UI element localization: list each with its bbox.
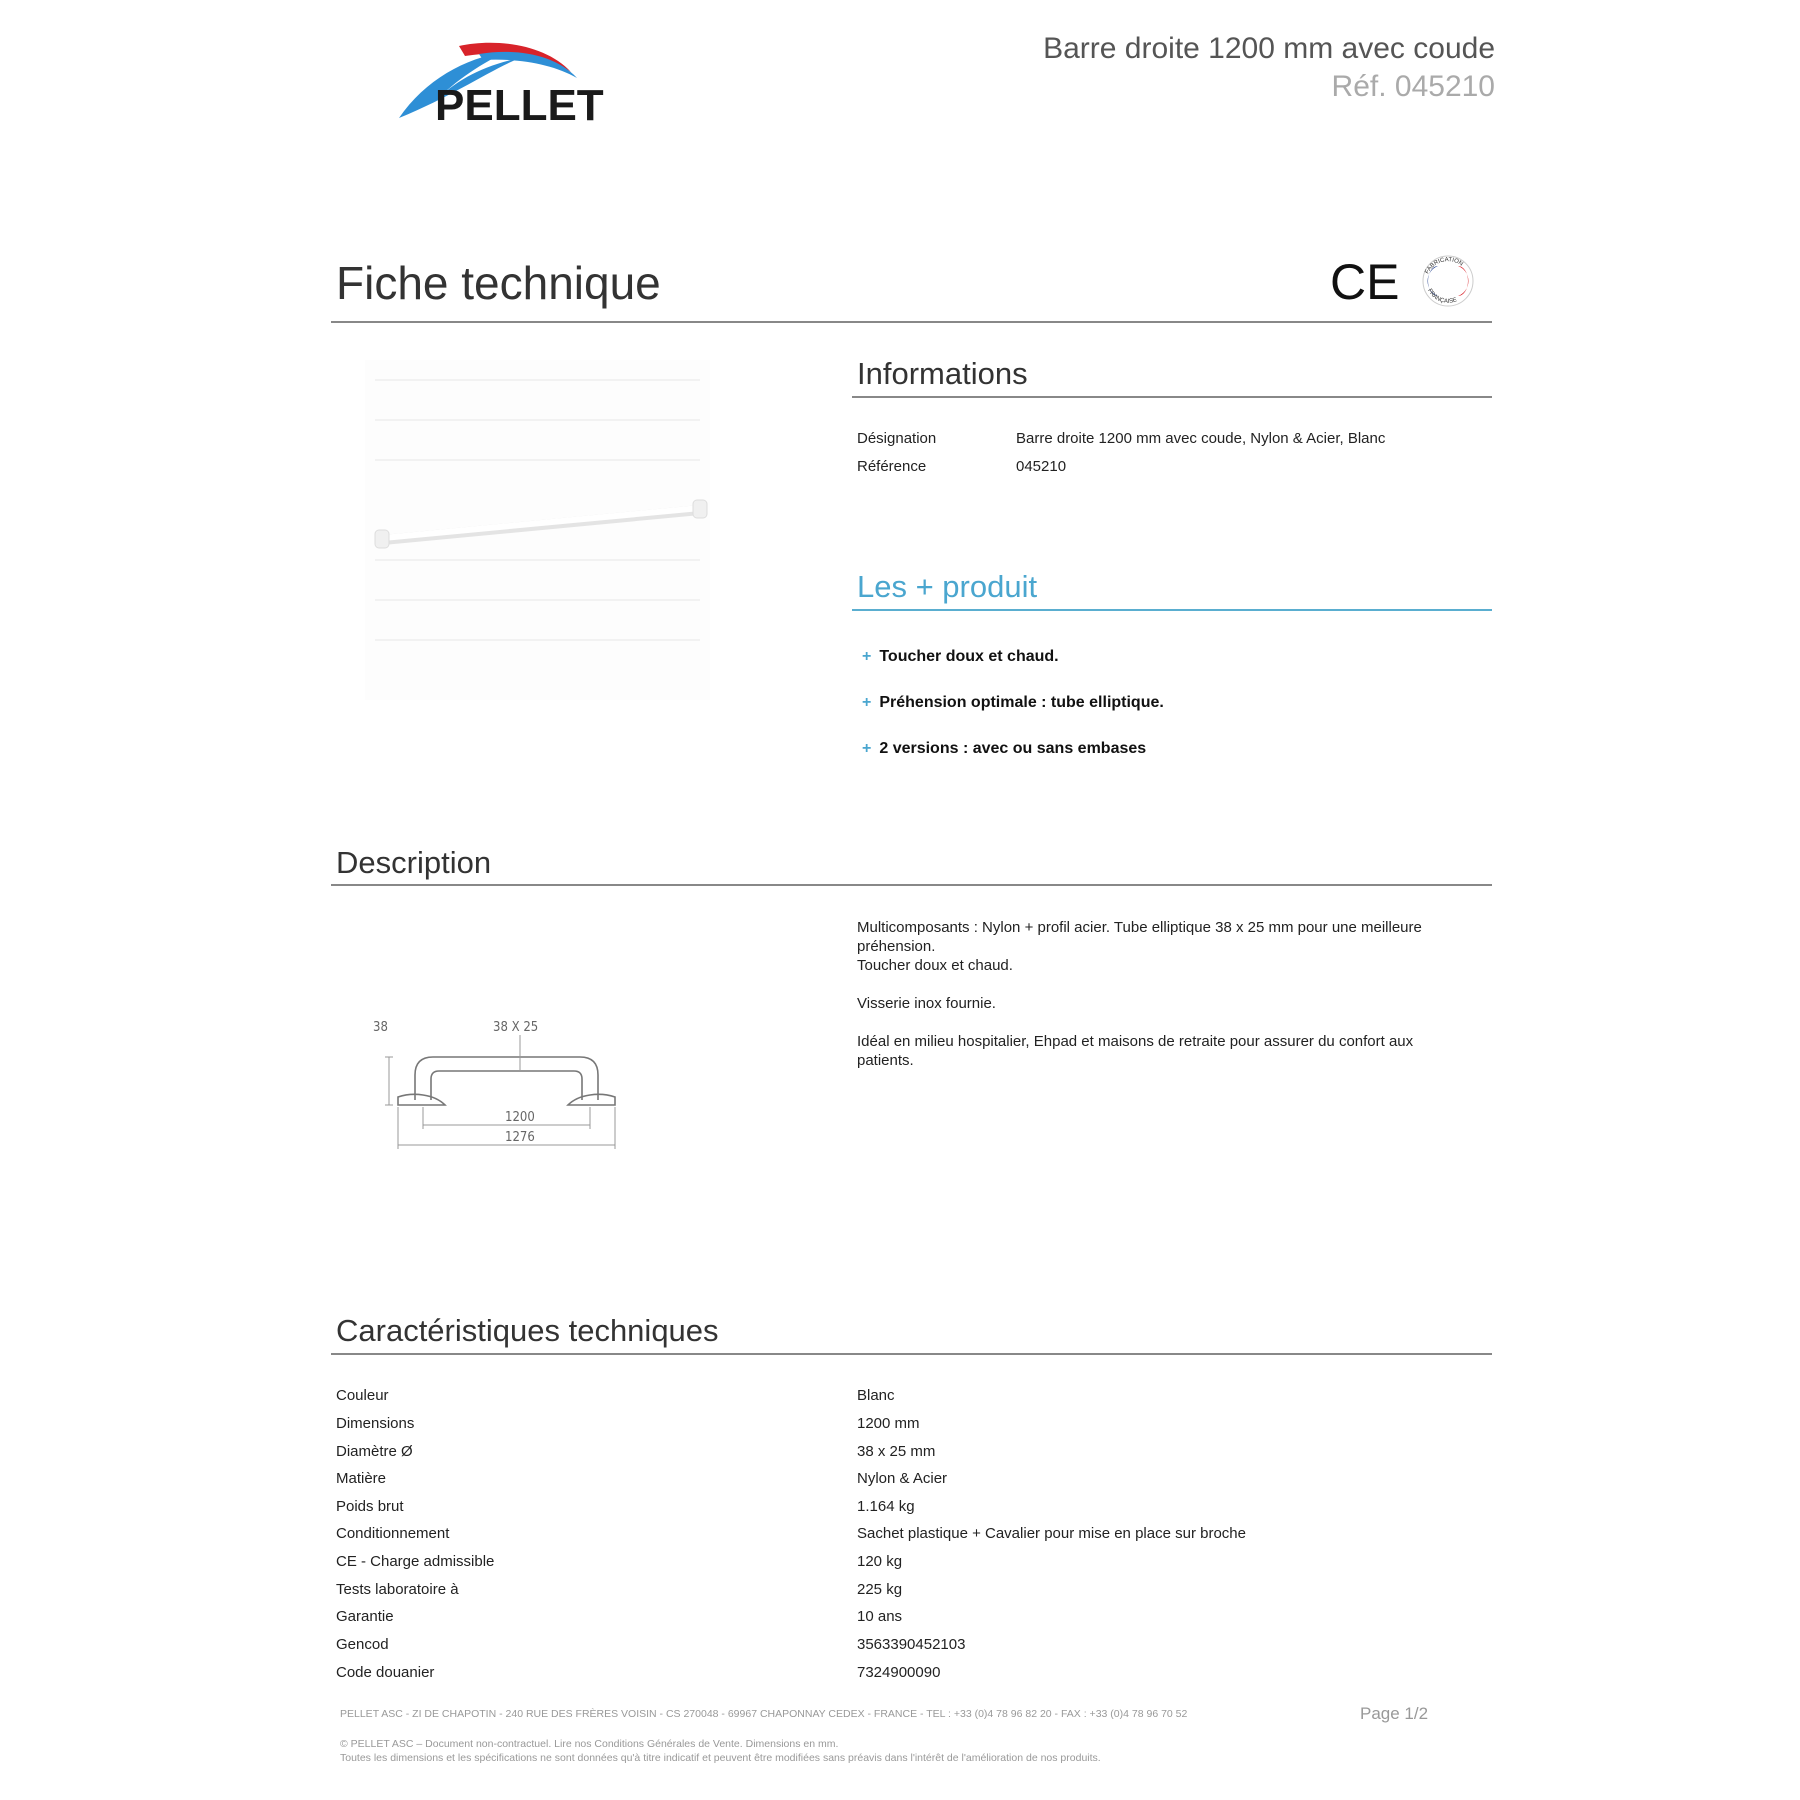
spec-label: Conditionnement bbox=[336, 1525, 450, 1542]
dim-section-label: 38 X 25 bbox=[493, 1020, 539, 1035]
spec-label: Diamètre Ø bbox=[336, 1443, 413, 1460]
spec-value: Nylon & Acier bbox=[857, 1470, 948, 1487]
dim-length-label: 1200 bbox=[505, 1110, 535, 1125]
certification-badges bbox=[1330, 254, 1490, 308]
spec-value: 10 ans bbox=[857, 1608, 903, 1625]
info-label-reference: Référence bbox=[857, 458, 927, 475]
spec-label: CE - Charge admissible bbox=[336, 1553, 495, 1570]
spec-value: 120 kg bbox=[857, 1553, 903, 1570]
brand-name: PELLET bbox=[435, 81, 604, 130]
french-origin-icon bbox=[1423, 256, 1473, 306]
title-divider bbox=[331, 321, 1492, 323]
footer-address: PELLET ASC - ZI DE CHAPOTIN - 240 RUE DES FRÈRES VOISIN - CS 270048 - 69967 CHAPONNAY CEDEX - FRANCE - TEL : +33 (0)4 78 96 82 20 - FAX : +33 (0)4 78 96 70 52 bbox=[340, 1708, 1188, 1720]
plus-icon: + bbox=[862, 740, 872, 757]
spec-value: 7324900090 bbox=[857, 1664, 941, 1681]
info-value-designation: Barre droite 1200 mm avec coude, Nylon & Acier, Blanc bbox=[1016, 430, 1386, 447]
dim-total-length-label: 1276 bbox=[505, 1130, 535, 1145]
plus-produit-divider bbox=[852, 609, 1492, 611]
spec-value: 1.164 kg bbox=[857, 1498, 915, 1515]
spec-label: Couleur bbox=[336, 1387, 389, 1404]
pellet-logo bbox=[395, 40, 635, 130]
page-title: Fiche technique bbox=[336, 257, 661, 309]
product-reference: Réf. 045210 bbox=[1331, 70, 1495, 103]
plus-produit-heading: Les + produit bbox=[857, 569, 1038, 604]
plus-item: + 2 versions : avec ou sans embases bbox=[862, 740, 1147, 757]
spec-label: Matière bbox=[336, 1470, 387, 1487]
svg-text:FRANÇAISE: FRANÇAISE bbox=[1426, 288, 1458, 305]
plus-icon: + bbox=[862, 694, 872, 711]
description-paragraph: Idéal en milieu hospitalier, Ehpad et maisons de retraite pour assurer du confort aux patients. bbox=[857, 1033, 1414, 1069]
description-paragraph: Toucher doux et chaud. bbox=[857, 957, 1013, 974]
page-number: Page 1/2 bbox=[1360, 1704, 1429, 1723]
informations-heading: Informations bbox=[857, 356, 1028, 391]
caracteristiques-heading: Caractéristiques techniques bbox=[336, 1313, 719, 1348]
plus-item: + Préhension optimale : tube elliptique. bbox=[862, 694, 1164, 711]
footer-legal-line: Toutes les dimensions et les spécifications ne sont données qu'à titre indicatif et peuvent être modifiées sans préavis dans l'intérêt de l'amélioration de nos produits. bbox=[340, 1752, 1101, 1764]
description-heading: Description bbox=[336, 845, 492, 880]
informations-divider bbox=[852, 396, 1492, 398]
plus-item: + Toucher doux et chaud. bbox=[862, 648, 1059, 665]
spec-label: Dimensions bbox=[336, 1415, 415, 1432]
description-divider bbox=[331, 884, 1492, 886]
spec-label: Code douanier bbox=[336, 1664, 435, 1681]
product-image bbox=[365, 360, 710, 700]
spec-value: 1200 mm bbox=[857, 1415, 920, 1432]
footer-legal bbox=[340, 1737, 1101, 1765]
product-title: Barre droite 1200 mm avec coude bbox=[1043, 32, 1495, 65]
footer-legal-line: © PELLET ASC – Document non-contractuel. Lire nos Conditions Générales de Vente. Dimensions en mm. bbox=[340, 1738, 839, 1750]
spec-label: Gencod bbox=[336, 1636, 389, 1653]
description-paragraph: Multicomposants : Nylon + profil acier. Tube elliptique 38 x 25 mm pour une meilleure préhension. bbox=[857, 919, 1422, 955]
spec-value: Blanc bbox=[857, 1387, 895, 1404]
spec-label: Tests laboratoire à bbox=[336, 1581, 459, 1598]
info-label-designation: Désignation bbox=[857, 430, 937, 447]
spec-label: Poids brut bbox=[336, 1498, 404, 1515]
info-value-reference: 045210 bbox=[1016, 458, 1067, 475]
description-text bbox=[857, 918, 1457, 1089]
spec-value: 38 x 25 mm bbox=[857, 1443, 936, 1460]
spec-value: 225 kg bbox=[857, 1581, 903, 1598]
dimension-diagram bbox=[365, 1005, 665, 1165]
spec-value: 3563390452103 bbox=[857, 1636, 966, 1653]
spec-value: Sachet plastique + Cavalier pour mise en place sur broche bbox=[857, 1525, 1246, 1542]
description-paragraph: Visserie inox fournie. bbox=[857, 995, 996, 1012]
svg-text:FABRICATION: FABRICATION bbox=[1424, 257, 1464, 275]
spec-label: Garantie bbox=[336, 1608, 394, 1625]
caracteristiques-divider bbox=[331, 1353, 1492, 1355]
dim-height-label: 38 bbox=[373, 1020, 388, 1035]
ce-mark-icon: CE bbox=[1330, 254, 1400, 308]
plus-icon: + bbox=[862, 648, 872, 665]
